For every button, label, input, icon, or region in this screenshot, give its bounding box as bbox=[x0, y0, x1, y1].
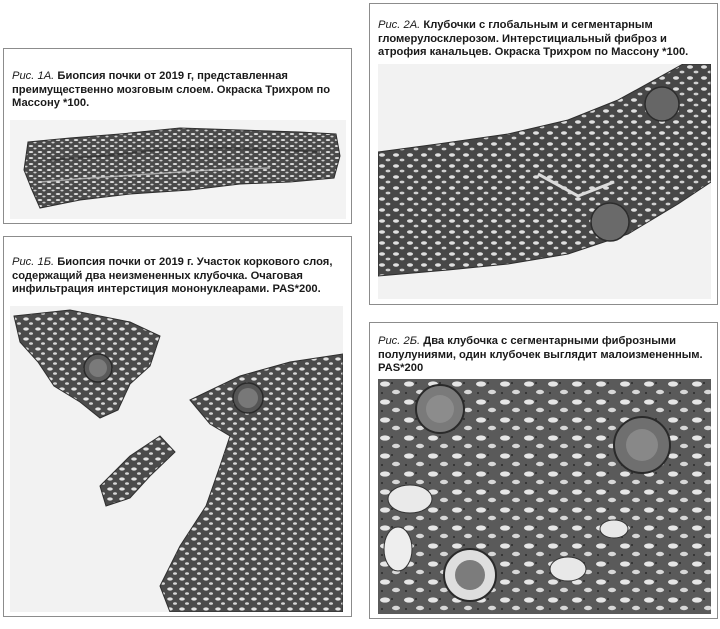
figure-2a-caption bbox=[378, 19, 707, 60]
figure-1a-panel bbox=[3, 48, 352, 224]
figure-2a-micrograph bbox=[378, 64, 711, 299]
figure-2b-label: Рис. 2Б. bbox=[378, 335, 421, 347]
figure-2b-panel bbox=[369, 322, 718, 619]
figure-2b-caption bbox=[378, 335, 707, 376]
figure-1a-label: Рис. 1А. bbox=[12, 70, 55, 82]
figure-2b-micrograph bbox=[378, 379, 711, 614]
figure-2a-text: Клубочки с глобальным и сегментарным гломерулосклерозом. Интерстициальный фиброз и атрофия канальцев. Окраска Трихром по Массону *100. bbox=[378, 19, 689, 59]
figure-1b-label: Рис. 1Б. bbox=[12, 256, 55, 268]
figure-1a-caption bbox=[12, 70, 341, 111]
figure-2b-text: Два клубочка с сегментарными фиброзными полулуниями, один клубочек выглядит малоизмененным. PAS*200 bbox=[378, 335, 703, 375]
figure-2a-panel bbox=[369, 3, 718, 305]
figure-1b-panel bbox=[3, 236, 352, 617]
figure-1b-caption bbox=[12, 256, 341, 297]
figure-2a-label: Рис. 2А. bbox=[378, 19, 421, 31]
figure-1b-text: Биопсия почки от 2019 г. Участок коркового слоя, содержащий два неизмененных клубочка. Очаговая инфильтрация интерстиция мононуклеарами. PAS*200. bbox=[12, 256, 333, 296]
figure-1a-text: Биопсия почки от 2019 г, представленная преимущественно мозговым слоем. Окраска Трихром по Массону *100. bbox=[12, 70, 331, 110]
figure-1a-micrograph bbox=[10, 120, 346, 219]
figure-1b-micrograph bbox=[10, 306, 343, 612]
